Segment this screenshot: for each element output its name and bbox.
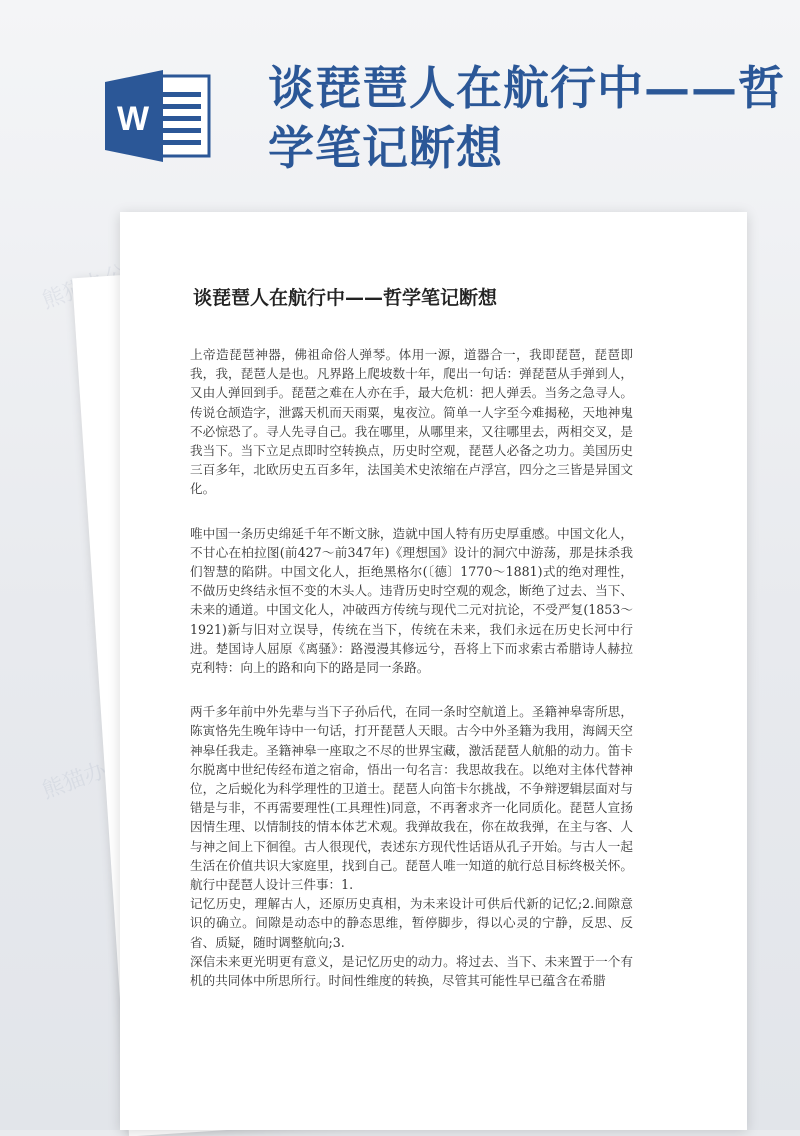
word-icon — [105, 68, 213, 164]
paragraph: 上帝造琵琶神器，佛祖命俗人弹琴。体用一源，道器合一，我即琵琶，琵琶即我，我，琵琶人是也。凡界路上爬坡数十年，爬出一句话：弹琵琶从手弹到人，又由人弹回到手。琵琶之难在人亦在手，最大危机：把人弹丢。当务之急寻人。传说仓颉造字，泄露天机而天雨粟，鬼夜泣。简单一人字至今难揭秘，天地神鬼不必惊恐了。寻人先寻自己。我在哪里，从哪里来，又往哪里去，两相交叉，是我当下。当下立足点即时空转换点，历史时空观，琵琶人必备之功力。美国历史三百多年，北欧历史五百多年，法国美术史浓缩在卢浮宫，四分之三皆是异国文化。 — [190, 347, 633, 497]
document-heading: 谈琵琶人在航行中——哲学笔记断想 — [193, 287, 498, 309]
document-body — [190, 345, 633, 990]
word-icon-letter: W — [116, 100, 150, 138]
paragraph: 唯中国一条历史绵延千年不断文脉，造就中国人特有历史厚重感。中国文化人，不甘心在柏拉图(前427～前347年)《理想国》设计的洞穴中游荡，那是抹杀我们智慧的陷阱。中国文化人，拒绝黑格尔(〔德〕1770～1881)式的绝对理性，不做历史终结永恒不变的木头人。违背历史时空观的观念，断绝了过去、当下、未来的通道。中国文化人，冲破西方传统与现代二元对抗论，不受严复(1853～1921)新与旧对立误导，传统在当下，传统在未来，我们永远在历史长河中行进。楚国诗人屈原《离骚》：路漫漫其修远兮，吾将上下而求索古希腊诗人赫拉克利特：向上的路和向下的路是同一条路。 — [190, 525, 633, 676]
banner-title: 谈琵琶人在航行中——哲学笔记断想 — [268, 61, 785, 175]
paragraph: 深信未来更光明更有意义，是记忆历史的动力。将过去、当下、未来置于一个有机的共同体中所思所行。时间性维度的转换，尽管其可能性早已蕴含在希腊 — [190, 953, 633, 989]
paragraph: 记忆历史，理解古人，还原历史真相，为未来设计可供后代新的记忆;2.间隙意识的确立。间隙是动态中的静态思维，暂停脚步，得以心灵的宁静，反思、反省、质疑，随时调整航向;3. — [190, 896, 633, 950]
paragraph: 两千多年前中外先辈与当下子孙后代，在同一条时空航道上。圣籍神皋寄所思，陈寅恪先生晚年诗中一句话，打开琵琶人天眼。古今中外圣籍为我用，海阔天空神皋任我走。圣籍神皋一座取之不尽的世界宝藏，激活琵琶人航船的动力。笛卡尔脱离中世纪传经布道之宿命，悟出一句名言：我思故我在。以绝对主体代替神位，之后蜕化为科学理性的卫道士。琵琶人向笛卡尔挑战，不争辩逻辑层面对与错是与非，不再需要理性(工具理性)同意，不再奢求齐一化同质化。琵琶人宣扬因情生理、以情制技的情本体艺术观。我弹故我在，你在故我弹，在主与客、人与神之间上下徊徨。古人很现代，表述东方现代性话语从孔子开始。与古人一起生活在价值共识大家庭里，找到自己。琵琶人唯一知道的航行总目标终极关怀。航行中琵琶人设计三件事：1. — [190, 704, 633, 893]
